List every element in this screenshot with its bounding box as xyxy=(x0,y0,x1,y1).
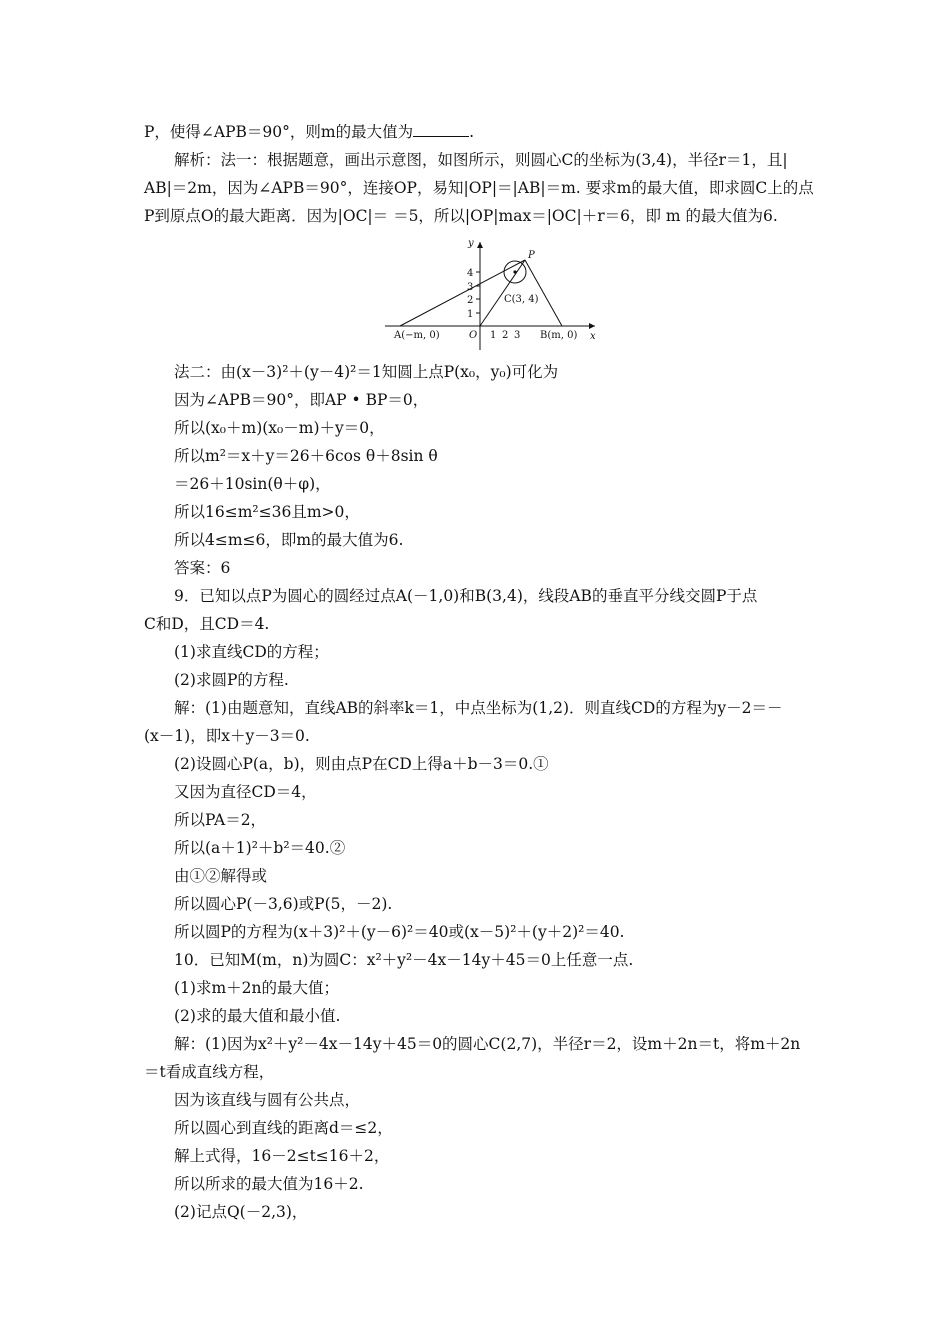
text-line: 解：(1)由题意知，直线AB的斜率k＝1，中点坐标为(1,2)．则直线CD的方程为y－2＝－ xyxy=(174,699,783,717)
point-b-label: B(m, 0) xyxy=(540,330,578,341)
line-text: . xyxy=(469,123,475,141)
answer-blank xyxy=(413,122,469,137)
x-arrow-icon xyxy=(589,323,595,329)
text-line: (2)求圆P的方程. xyxy=(174,671,289,689)
text-line: ＝26＋10sin(θ＋φ)， xyxy=(174,475,331,493)
text-line: 所以所求的最大值为16＋2. xyxy=(174,1175,364,1193)
origin-label: O xyxy=(469,330,478,341)
text-line: 所以圆P的方程为(x＋3)²＋(y－6)²＝40或(x－5)²＋(y＋2)²＝40. xyxy=(174,923,625,941)
text-line: 法二：由(x－3)²＋(y－4)²＝1知圆上点P(x₀，y₀)可化为 xyxy=(174,363,559,381)
text-line: 解：(1)因为x²＋y²－4x－14y＋45＝0的圆心C(2,7)，半径r＝2，设m＋2n＝t，将m＋2n xyxy=(174,1035,801,1053)
text-line: 所以(a＋1)²＋b²＝40.② xyxy=(174,839,346,857)
text-line: 答案：6 xyxy=(174,559,231,577)
text-line: 所以圆心P(－3,6)或P(5，－2). xyxy=(174,895,393,913)
y-tick-label: 4 xyxy=(467,268,474,279)
text-line: (1)求直线CD的方程； xyxy=(174,643,329,661)
text-line: 由①②解得或 xyxy=(174,867,268,885)
text-line: 9．已知以点P为圆心的圆经过点A(－1,0)和B(3,4)，线段AB的垂直平分线交圆P于点 xyxy=(174,587,758,605)
text-line xyxy=(144,121,474,143)
text-line: 所以m²＝x＋y＝26＋6cos θ＋8sin θ xyxy=(174,447,438,465)
coordinate-figure xyxy=(380,236,610,354)
text-line: (2)设圆心P(a，b)，则由点P在CD上得a＋b－3＝0.① xyxy=(174,755,549,773)
center-dot xyxy=(513,270,516,273)
text-line: 所以PA＝2， xyxy=(174,811,267,829)
text-line: 所以(x₀＋m)(x₀－m)＋y＝0， xyxy=(174,419,385,437)
text-line: P到原点O的最大距离．因为|OC|＝ ＝5，所以|OP|max＝|OC|＋r＝6，即 m 的最大值为6. xyxy=(144,207,778,225)
text-line: 因为∠APB＝90°，即AP • BP＝0， xyxy=(174,391,429,409)
text-line: 所以16≤m²≤36且m>0， xyxy=(174,503,360,521)
segment-ap xyxy=(400,260,525,326)
text-line: 10．已知M(m，n)为圆C：x²＋y²－4x－14y＋45＝0上任意一点. xyxy=(174,951,634,969)
segment-pb xyxy=(525,260,562,326)
point-a-label: A(−m, 0) xyxy=(394,330,440,341)
x-tick-label: 3 xyxy=(514,330,521,341)
text-line: (2)记点Q(－2,3)， xyxy=(174,1203,308,1221)
line-text: P，使得∠APB＝90°，则m的最大值为 xyxy=(144,123,414,141)
y-label: y xyxy=(468,238,474,249)
x-tick-label: 2 xyxy=(502,330,509,341)
y-tick-label: 3 xyxy=(467,282,474,293)
text-line: (1)求m＋2n的最大值； xyxy=(174,979,339,997)
text-line: 又因为直径CD＝4， xyxy=(174,783,317,801)
y-arrow-icon xyxy=(477,242,483,248)
y-tick-label: 2 xyxy=(467,295,474,306)
text-line: AB|＝2m，因为∠APB＝90°，连接OP，易知|OP|＝|AB|＝m. 要求m的最大值，即求圆C上的点 xyxy=(144,179,814,197)
text-line: 所以4≤m≤6，即m的最大值为6. xyxy=(174,531,404,549)
x-label: x xyxy=(590,331,596,342)
text-line: 解上式得，16－2≤t≤16＋2， xyxy=(174,1147,390,1165)
text-line: C和D，且CD＝4. xyxy=(144,615,270,633)
text-line: ＝t看成直线方程， xyxy=(144,1063,275,1081)
text-line: 解析：法一：根据题意，画出示意图，如图所示，则圆心C的坐标为(3,4)，半径r＝1，且| xyxy=(174,151,788,169)
text-line: (x－1)，即x＋y－3＝0. xyxy=(144,727,310,745)
text-line: 所以圆心到直线的距离d＝≤2， xyxy=(174,1119,393,1137)
text-line: (2)求的最大值和最小值. xyxy=(174,1007,341,1025)
point-p-label: P xyxy=(528,250,535,261)
center-label: C(3, 4) xyxy=(504,294,539,305)
text-line: 因为该直线与圆有公共点， xyxy=(174,1091,361,1109)
x-tick-label: 1 xyxy=(490,330,497,341)
y-tick-label: 1 xyxy=(467,309,474,320)
segment-op xyxy=(480,260,525,326)
